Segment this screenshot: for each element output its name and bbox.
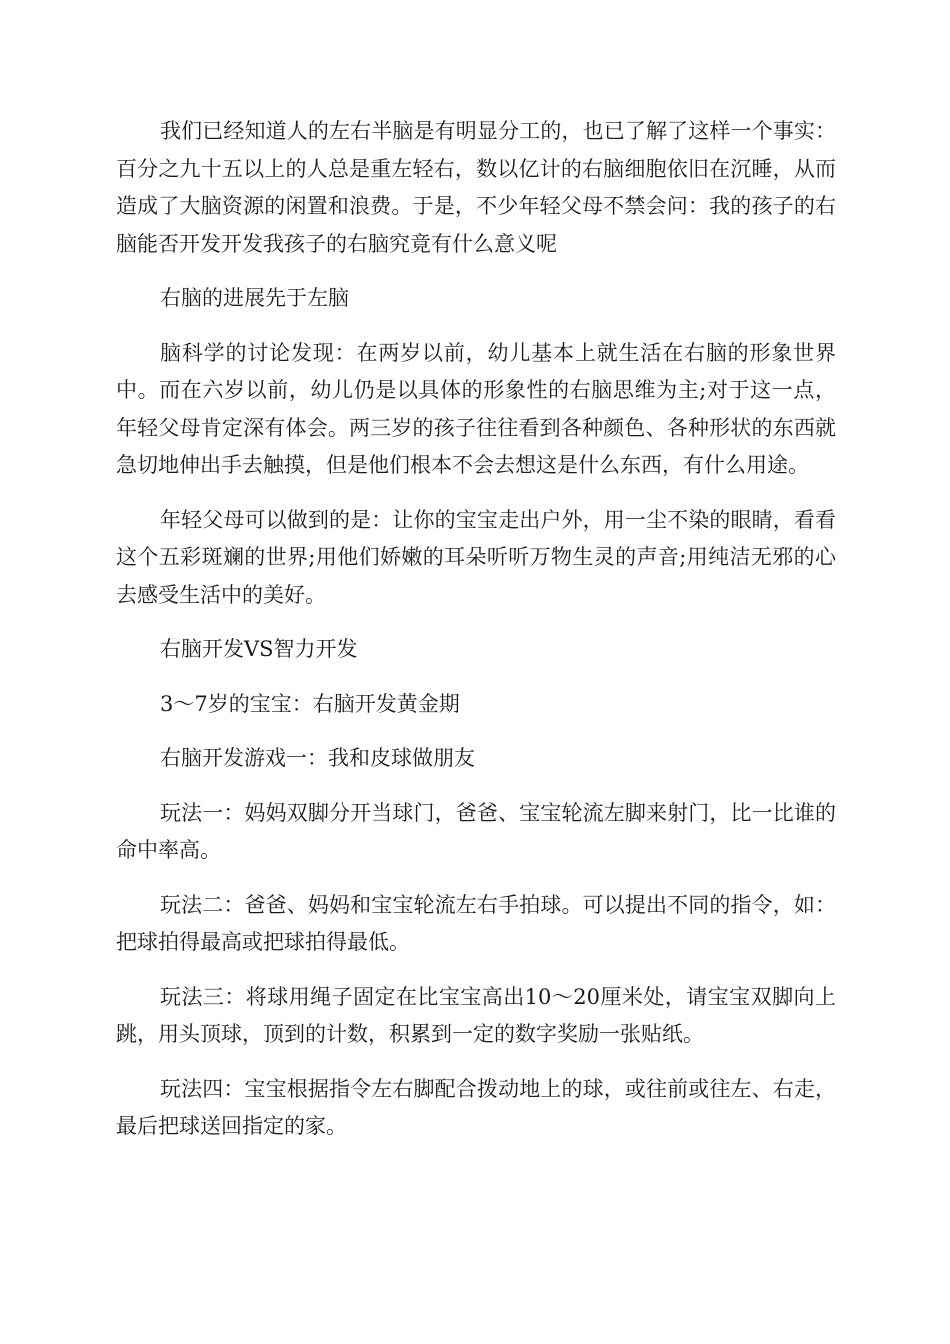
- paragraph-method-three: 玩法三：将球用绳子固定在比宝宝高出10～20厘米处，请宝宝双脚向上跳，用头顶球，顶到的计数，积累到一定的数字奖励一张贴纸。: [116, 984, 836, 1046]
- paragraph-method-two: 玩法二：爸爸、妈妈和宝宝轮流左右手拍球。可以提出不同的指令，如：把球拍得最高或把球拍得最低。: [116, 892, 836, 954]
- heading-right-brain-first: 右脑的进展先于左脑: [160, 286, 349, 310]
- document-body: [116, 113, 836, 1163]
- heading-right-brain-vs-intelligence: 右脑开发VS智力开发: [160, 637, 358, 661]
- paragraph-intro: 我们已经知道人的左右半脑是有明显分工的，也已了解了这样一个事实：百分之九十五以上的人总是重左轻右，数以亿计的右脑细胞依旧在沉睡，从而造成了大脑资源的闲置和浪费。于是，不少年轻父母不禁会问：我的孩子的右脑能否开发开发我孩子的右脑究竟有什么意义呢: [116, 119, 836, 256]
- heading-golden-period: 3～7岁的宝宝：右脑开发黄金期: [160, 691, 460, 716]
- heading-game-one: 右脑开发游戏一：我和皮球做朋友: [160, 746, 475, 770]
- paragraph-method-four: 玩法四：宝宝根据指令左右脚配合拨动地上的球，或往前或往左、右走，最后把球送回指定的家。: [116, 1076, 836, 1138]
- paragraph-parents-can-do: 年轻父母可以做到的是：让你的宝宝走出户外，用一尘不染的眼睛，看看这个五彩斑斓的世界;用他们娇嫩的耳朵听听万物生灵的声音;用纯洁无邪的心去感受生活中的美好。: [116, 507, 836, 607]
- paragraph-method-one: 玩法一：妈妈双脚分开当球门，爸爸、宝宝轮流左脚来射门，比一比谁的命中率高。: [116, 800, 836, 862]
- paragraph-brain-science: 脑科学的讨论发现：在两岁以前，幼儿基本上就生活在右脑的形象世界中。而在六岁以前，幼儿仍是以具体的形象性的右脑思维为主;对于这一点，年轻父母肯定深有体会。两三岁的孩子往往看到各种颜色、各种形状的东西就急切地伸出手去触摸，但是他们根本不会去想这是什么东西，有什么用途。: [116, 340, 836, 477]
